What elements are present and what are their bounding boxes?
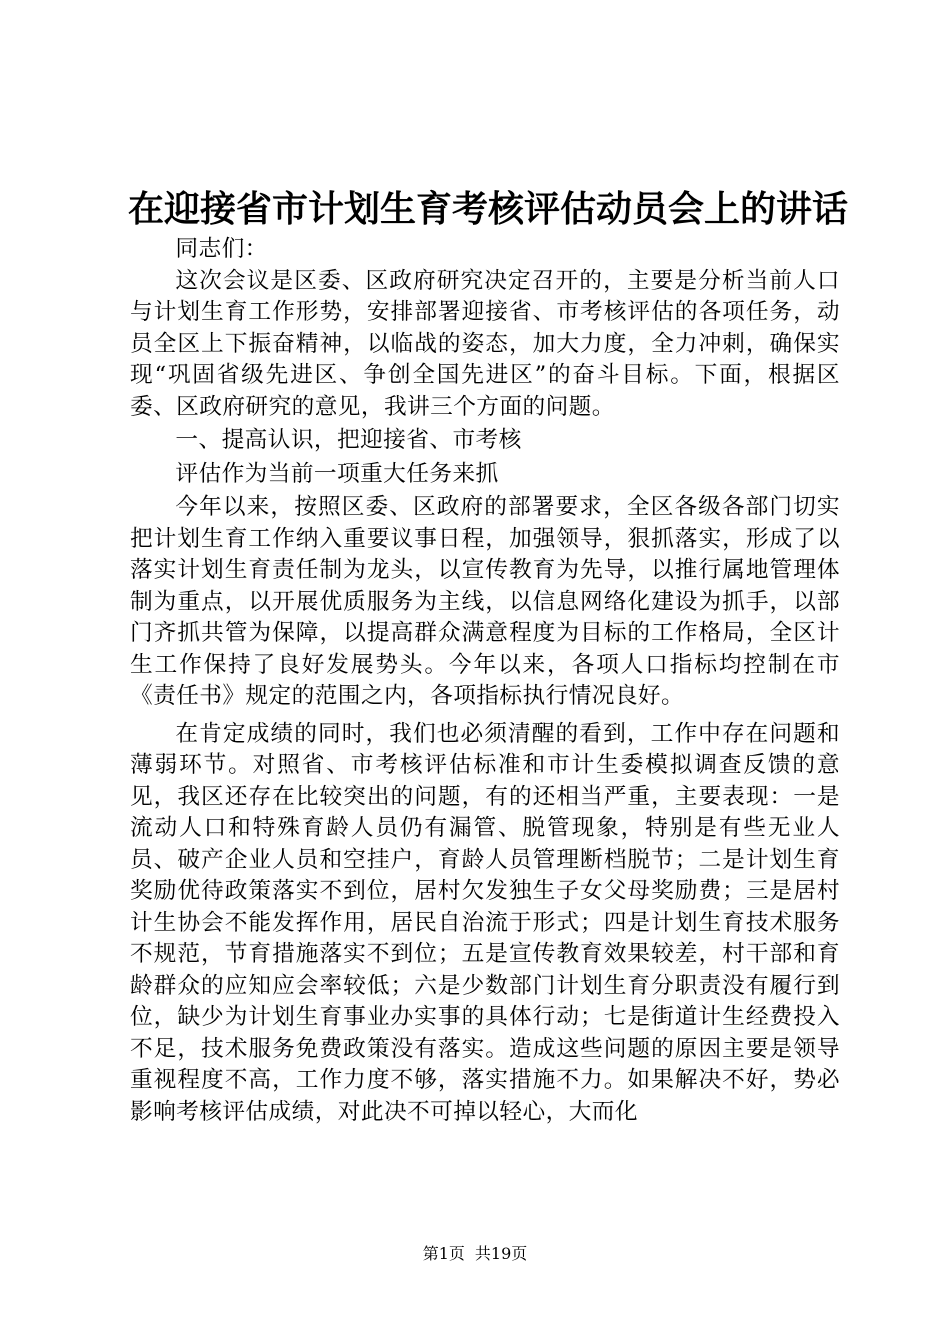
- page-footer: [0, 1242, 950, 1266]
- page-number: 第1页: [422, 1244, 465, 1263]
- document-body: [130, 234, 840, 1128]
- section-heading-line-2: 评估作为当前一项重大任务来抓: [175, 460, 499, 487]
- page-total: 共19页: [474, 1244, 528, 1263]
- intro-paragraph: 这次会议是区委、区政府研究决定召开的，主要是分析当前人口与计划生育工作形势，安排部署迎接省、市考核评估的各项任务，动员全区上下振奋精神，以临战的姿态，加大力度，全力冲刺，确保实现“巩固省级先进区、争创全国先进区”的奋斗目标。下面，根据区委、区政府研究的意见，我讲三个方面的问题。: [130, 267, 840, 420]
- document-title: 在迎接省市计划生育考核评估动员会上的讲话: [128, 188, 849, 230]
- problems-paragraph: 在肯定成绩的同时，我们也必须清醒的看到，工作中存在问题和薄弱环节。对照省、市考核评估标准和市计生委模拟调查反馈的意见，我区还存在比较突出的问题，有的还相当严重，主要表现：一是流动人口和特殊育龄人员仍有漏管、脱管现象，特别是有些无业人员、破产企业人员和空挂户，育龄人员管理断档脱节；二是计划生育奖励优待政策落实不到位，居村欠发独生子女父母奖励费；三是居村计生协会不能发挥作用，居民自治流于形式；四是计划生育技术服务不规范，节育措施落实不到位；五是宣传教育效果较差，村干部和育龄群众的应知应会率较低；六是少数部门计划生育分职责没有履行到位，缺少为计划生育事业办实事的具体行动；七是街道计生经费投入不足，技术服务免费政策没有落实。造成这些问题的原因主要是领导重视程度不高，工作力度不够，落实措施不力。如果解决不好，势必影响考核评估成绩，对此决不可掉以轻心，大而化: [130, 720, 840, 1125]
- achievements-paragraph: 今年以来，按照区委、区政府的部署要求，全区各级各部门切实把计划生育工作纳入重要议事日程，加强领导，狠抓落实，形成了以落实计划生育责任制为龙头，以宣传教育为先导，以推行属地管理体制为重点，以开展优质服务为主线，以信息网络化建设为抓手，以部门齐抓共管为保障，以提高群众满意程度为目标的工作格局，全区计生工作保持了良好发展势头。今年以来，各项人口指标均控制在市《责任书》规定的范围之内，各项指标执行情况良好。: [130, 494, 840, 709]
- section-heading-line-1: 一、提高认识，把迎接省、市考核: [175, 427, 522, 453]
- greeting: 同志们：: [175, 236, 268, 262]
